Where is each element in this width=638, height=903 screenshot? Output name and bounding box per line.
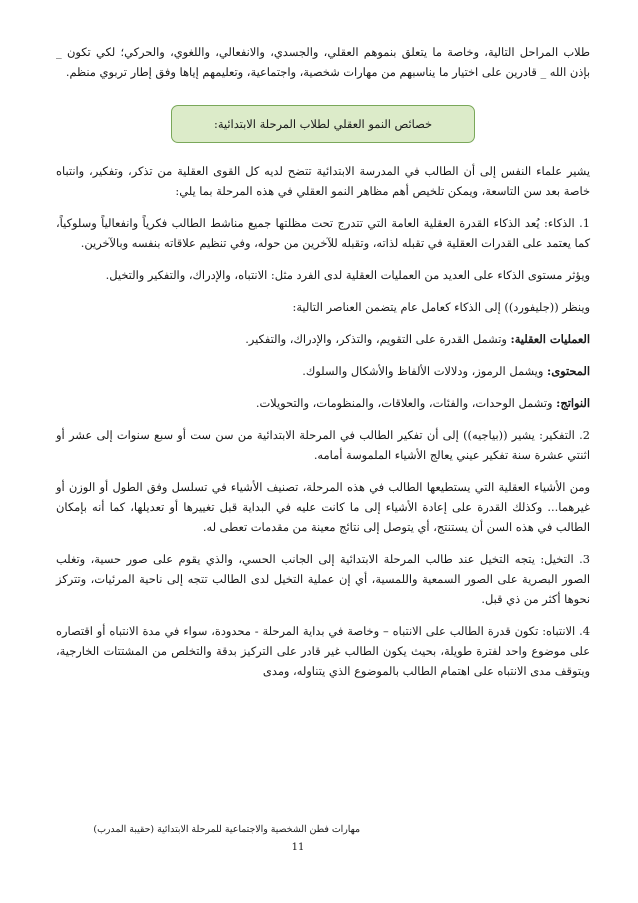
paragraph-content xyxy=(56,361,590,381)
paragraph-mental-powers: يشير علماء النفس إلى أن الطالب في المدرسة الابتدائية تتضح لديه كل القوى العقلية من تذكر، وتفكير، وانتباه خاصة بعد سن التاسعة، ويمكن تلخيص أهم مظاهر النمو العقلي في هذه المرحلة بما يلي: xyxy=(56,164,590,198)
intro-paragraph: طلاب المراحل التالية، وخاصة ما يتعلق بنموهم العقلي، والجسدي، والانفعالي، واللغوي، والحركي؛ لكي تكون _ بإذن الله _ قادرين على اختيار ما يناسبهم من مهارات شخصية، واجتماعية، وتعليمهم إياها وفق إطار تربوي منظم. xyxy=(56,45,590,79)
paragraph-products xyxy=(56,393,590,413)
paragraph-mental-operations xyxy=(56,329,590,349)
heading-box-wrapper xyxy=(56,105,590,143)
paragraph-intelligence-effects: ويؤثر مستوى الذكاء على العديد من العمليات العقلية لدى الفرد مثل: الانتباه، والإدراك، والتفكير والتخيل. xyxy=(105,268,590,282)
text-content: ويشمل الرموز، ودلالات الألفاظ والأشكال والسلوك. xyxy=(302,364,547,378)
document-page xyxy=(56,42,590,681)
paragraph-mental-tasks: ومن الأشياء العقلية التي يستطيعها الطالب في هذه المرحلة، تصنيف الأشياء في تسلسل وفق الطول أو الوزن أو غيرهما... وكذلك القدرة على إعادة الأشياء إلى ما كانت عليه في البداية قبل تغييرها أو تعديلها، كما أنه بإمكان الطالب في هذه السن أن يستنتج، أي يتوصل إلى نتائج معينة من مقدمات تعطى له. xyxy=(56,480,590,534)
section-heading: خصائص النمو العقلي لطلاب المرحلة الابتدائية: xyxy=(213,117,433,131)
term-mental-operations: العمليات العقلية: xyxy=(510,332,590,346)
paragraph-intelligence: 1. الذكاء: يُعد الذكاء القدرة العقلية العامة التي تتدرج تحت مظلتها جميع مناشط الطالب فكرياً وانفعالياً وسلوكياً، كما يعتمد على القدرات العقلية في تقبله لذاته، وتقبله للآخرين من حوله، وفي تنظيم علاقاته بنفسه وبالآخرين. xyxy=(56,216,590,250)
text-products: وتشمل الوحدات، والفئات، والعلاقات، والمنظومات، والتحويلات. xyxy=(255,396,557,410)
page-number: 11 xyxy=(291,842,305,853)
paragraph-thinking: 2. التفكير: يشير ((بياجيه)) إلى أن تفكير الطالب في المرحلة الابتدائية من سن ست أو سبع سنوات إلى عشر أو اثنتي عشرة سنة تفكير عيني يعالج الأشياء الملموسة أمامه. xyxy=(56,428,590,462)
text-mental-operations: وتشمل القدرة على التقويم، والتذكر، والإدراك، والتفكير. xyxy=(245,332,511,346)
page-footer: مهارات فطن الشخصية والاجتماعية للمرحلة الابتدائية (حقيبة المدرب) xyxy=(93,824,360,835)
section-heading-box xyxy=(171,105,475,143)
paragraph-attention: 4. الانتباه: تكون قدرة الطالب على الانتباه – وخاصة في بداية المرحلة - محدودة، سواء في مدة الانتباه أو اقتصاره على موضوع واحد لفترة طويلة، بحيث يكون الطالب غير قادر على التركيز بدقة والتخلص من المشتتات الخارجية، ويتوقف مدى الانتباه على اهتمام الطالب بالموضوع الذي يتناوله، ومدى xyxy=(56,624,590,678)
paragraph-imagination: 3. التخيل: يتجه التخيل عند طالب المرحلة الابتدائية إلى الجانب الحسي، والذي يقوم على صور حسية، وتغلب الصور البصرية على الصور السمعية واللمسية، أي إن عملية التخيل لدى الطالب تتجه إلى ناحية المرئيات، وتتركز نحوها أكثر من ذي قبل. xyxy=(56,552,590,606)
paragraph-guilford: وينظر ((جليفورد)) إلى الذكاء كعامل عام يتضمن العناصر التالية: xyxy=(292,300,590,314)
term-content: المحتوى: xyxy=(546,364,590,378)
term-products: النواتج: xyxy=(556,396,590,410)
